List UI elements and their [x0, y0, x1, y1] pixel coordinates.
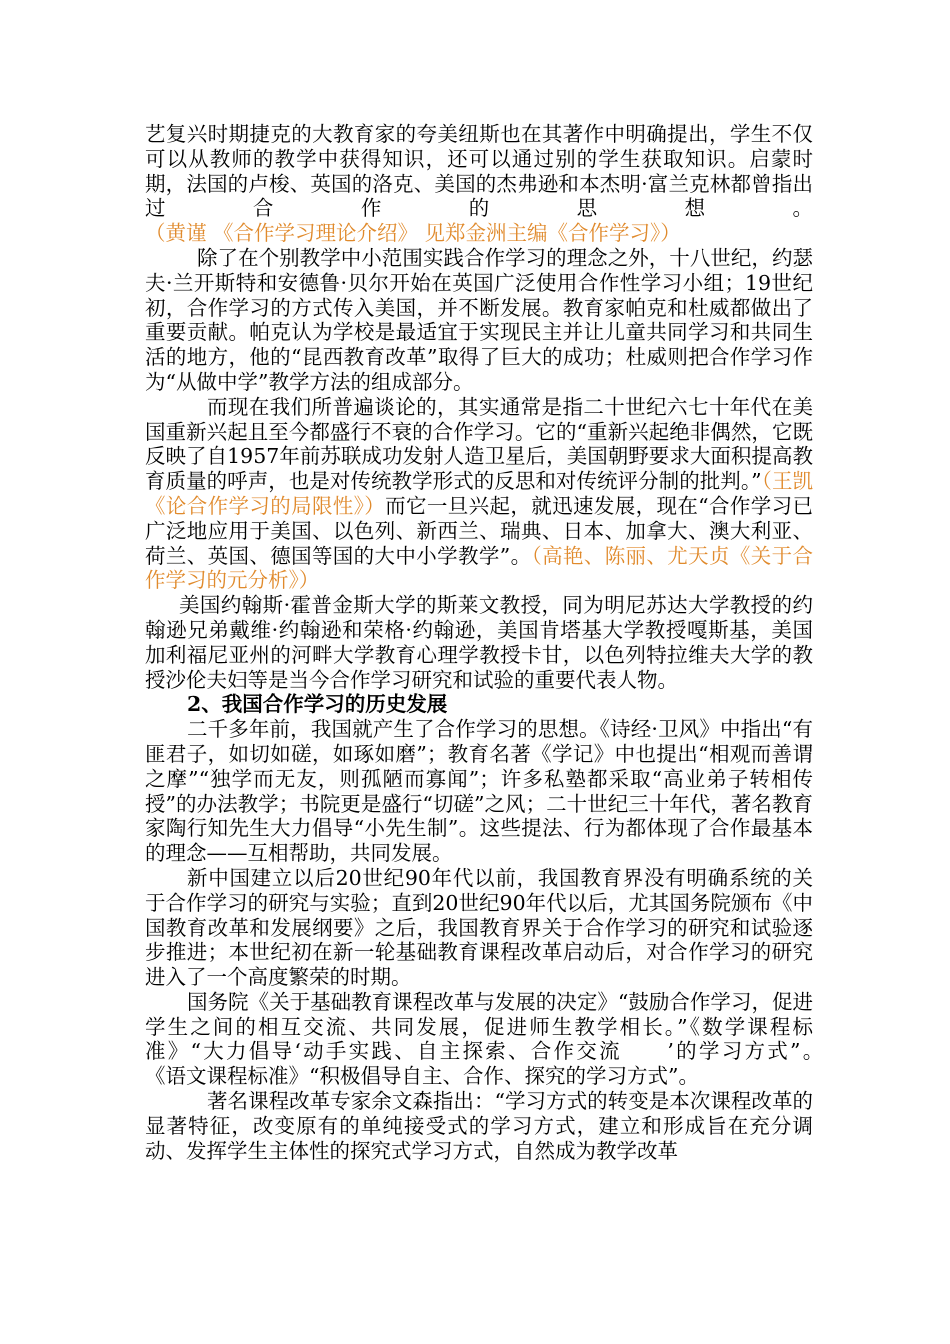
- paragraph-text: 而它一旦兴起，就迅速发展，现在“合作学习已广泛地应用于美国、以色列、新西兰、瑞典、日本、加拿大、澳大利亚、荷兰、英国、德国等国的大中小学教学”。: [145, 493, 814, 568]
- heading-text: 2、我国合作学习的历史发展: [187, 692, 448, 717]
- section-heading: [145, 692, 813, 717]
- document-body: [145, 122, 854, 1163]
- paragraph-modern-revival: [145, 395, 813, 593]
- paragraph-state-council: [145, 989, 854, 1089]
- paragraph-text: 国务院《关于基础教育课程改革与发展的决定》“鼓励合作学习，促进学生之间的相互交流、共同发展，促进师生教学相长。”《数学课程标准》“大力倡导‘动手实践、自主探索、合作交流 ’的学习方式”。 《语文课程标准》“积极倡导自主、合作、探究的学习方式”。: [145, 989, 854, 1089]
- paragraph-text: 除了在个别教学中小范围实践合作学习的理念之外，十八世纪，约瑟夫·兰开斯特和安德鲁·贝尔开始在英国广泛使用合作性学习小组；19世纪初，合作学习的方式传入美国，并不断发展。教育家帕克和杜威都做出了重要贡献。帕克认为学校是最适宜于实现民主并让儿童共同学习和共同生活的地方，他的“昆西教育改革”取得了巨大的成功；杜威则把合作学习作为“从做中学”教学方法的组成部分。: [145, 245, 813, 394]
- paragraph-text: 艺复兴时期捷克的大教育家的夸美纽斯也在其著作中明确提出，学生不仅可以从教师的教学中获得知识，还可以通过别的学生获取知识。启蒙时期，法国的卢梭、英国的洛克、美国的杰弗逊和本杰明·富兰克林都曾指出过合作的思想。: [145, 122, 813, 221]
- citation: （黄谨 《合作学习理论介绍》 见郑金洲主编《合作学习》）: [145, 221, 681, 246]
- paragraph-ancient-china: [145, 717, 813, 866]
- paragraph-text: 而现在我们所普遍谈论的，其实通常是指二十世纪六七十年代在美国重新兴起且至今都盛行不衰的合作学习。它的“重新兴起绝非偶然，它既反映了自1957年前苏联成功发射人造卫星后，美国朝野要求大面积提高教育质量的呼声，也是对传统教学形式的反思和对传统评分制的批判。”: [145, 394, 813, 494]
- paragraph-text: 著名课程改革专家余文森指出：“学习方式的转变是本次课程改革的显著特征，改变原有的单纯接受式的学习方式，建立和形成旨在充分调动、发挥学生主体性的探究式学习方式，自然成为教学改革: [145, 1089, 813, 1163]
- paragraph-yu-wensen: [145, 1089, 813, 1163]
- paragraph-text: 美国约翰斯·霍普金斯大学的斯莱文教授，同为明尼苏达大学教授的约翰逊兄弟戴维·约翰逊和荣格·约翰逊，美国肯塔基大学教授嘎斯基，美国加利福尼亚州的河畔大学教育心理学教授卡甘，以色列特拉维夫大学的教授沙伦夫妇等是当今合作学习研究和试验的重要代表人物。: [145, 593, 813, 692]
- paragraph-text: 二千多年前，我国就产生了合作学习的思想。《诗经·卫风》中指出“有匪君子，如切如磋，如琢如磨”；教育名著《学记》中也提出“相观而善谓之摩”“独学而无友，则孤陋而寡闻”；许多私塾都采取“高业弟子转相传授”的办法教学；书院更是盛行“切磋”之风；二十世纪三十年代，著名教育家陶行知先生大力倡导“小先生制”。这些提法、行为都体现了合作最基本的理念——互相帮助，共同发展。: [145, 717, 813, 866]
- citation: （王凯《论合作学习的局限性》）: [145, 469, 813, 518]
- paragraph-18th-century: [145, 246, 813, 395]
- paragraph-representatives: [145, 593, 813, 692]
- paragraph-renaissance: [145, 122, 813, 246]
- paragraph-new-china: [145, 866, 813, 990]
- citation: （高艳、陈丽、尤天贞《关于合作学习的元分析》）: [145, 543, 813, 593]
- paragraph-text: 新中国建立以后20世纪90年代以前，我国教育界没有明确系统的关于合作学习的研究与实验；直到20世纪90年代以后，尤其国务院颁布《中国教育改革和发展纲要》之后，我国教育界关于合作学习的研究和试验逐步推进；本世纪初在新一轮基础教育课程改革启动后，对合作学习的研究进入了一个高度繁荣的时期。: [145, 865, 813, 990]
